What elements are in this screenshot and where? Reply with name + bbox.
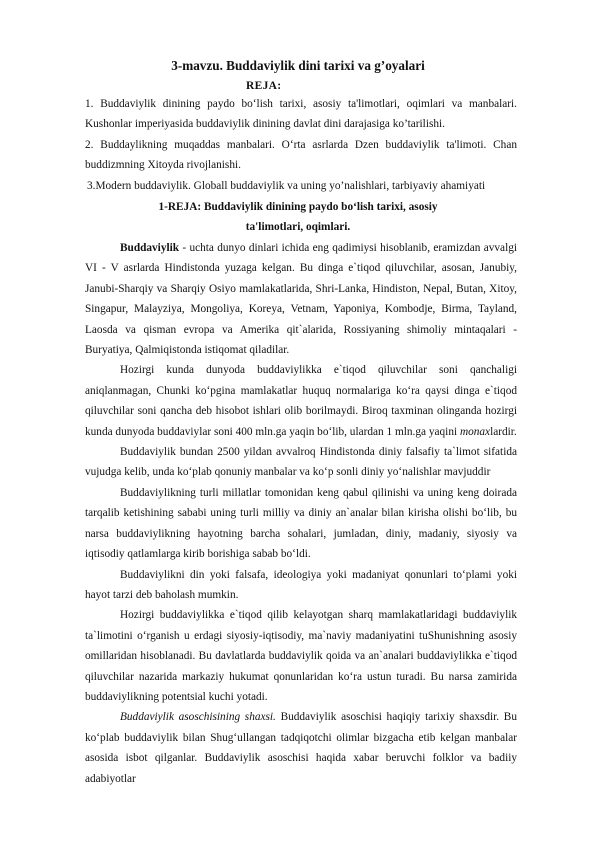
paragraph-2-text: Hozirgi kunda dunyoda buddaviylikka e`tiqod qiluvchilar soni qanchaligi aniqlanmagan, Chunki ko‘pgina mamlakatlar huquq normalariga ko‘ra qaysi dinga e`tiqod qiluvchilar soni qancha deb hisobot ishlari olib borilmaydi. Biroq taxminan olinganda hozirgi kunda dunyoda buddaviylar soni 400 mln.ga yaqin bo‘lib, ulardan 1 mln.ga yaqini bbox=[85, 364, 517, 438]
paragraph-3 bbox=[85, 442, 517, 483]
paragraph-4-text: Buddaviylikning turli millatlar tomonidan keng qabul qilinishi va uning keng doirada tarqalib ketishining sababi uning turli milliy va diniy an`analar bilan kirisha olishi bo‘lib, bu narsa buddaviylikning hayotning barcha sohalari, jumladan, diniy, madaniy, siyosiy va iqtisodiy qatlamlarga kirib borishiga sabab bo‘ldi. bbox=[85, 486, 517, 561]
paragraph-6-text: Hozirgi buddaviylikka e`tiqod qilib kelayotgan sharq mamlakatlaridagi buddaviylik ta`limotini o‘rganish u erdagi siyosiy-iqtisodiy, ma`naviy madaniyatini tuShunishning asosiy omillaridan hisoblanadi. Bu davlatlarda buddaviylik qoida va an`analari buddaviylikka e`tiqod qiluvchilar nazarida markaziy hukumat qonunlaridan ko‘ra ustun turadi. Bu narsa zamirida buddaviylikning potentsial kuchi yotadi. bbox=[85, 609, 517, 703]
paragraph-3-text: Buddaviylik bundan 2500 yildan avvalroq Hindistonda diniy falsafiy ta`limot sifatida vujudga kelib, unda ko‘plab qonuniy manbalar va ko‘p sonli diniy yo‘nalishlar mavjuddir bbox=[85, 446, 517, 479]
body-text bbox=[85, 238, 517, 789]
paragraph-7-text: Buddaviylik asoschisi haqiqiy tarixiy shaxsdir. Bu ko‘plab buddaviylik bilan Shug‘ullangan tadqiqotchi olimlar bizgacha etib kelgan manbalar asosida isbot qilganlar. Buddaviylik asoschisi haqida xabar beruvchi folklor va badiiy adabiyotlar bbox=[85, 711, 517, 785]
paragraph-5-text: Buddaviylikni din yoki falsafa, ideologiya yoki madaniyat qonunlari to‘plami yoki hayot tarzi deb baholash mumkin. bbox=[85, 568, 517, 601]
section-title bbox=[0, 197, 596, 238]
paragraph-4 bbox=[85, 483, 517, 565]
subheading-founder: Buddaviylik asoschisining shaxsi. bbox=[120, 711, 276, 724]
term-buddaviylik: Buddaviylik bbox=[120, 242, 180, 254]
plan-item-1: 1. Buddaviylik dinining paydo bo‘lish tarixi, asosiy ta'limotlari, oqimlari va manbalari. Kushonlar imperiyasida buddaviylik dinining davlat dini darajasiga ko’tarilishi. bbox=[85, 98, 517, 131]
paragraph-7 bbox=[85, 707, 517, 789]
paragraph-1 bbox=[85, 238, 517, 360]
section-title-line-2: ta'limotlari, oqimlari. bbox=[245, 221, 351, 234]
term-monax: monax bbox=[459, 425, 491, 438]
paragraph-5 bbox=[85, 565, 517, 606]
paragraph-2 bbox=[85, 360, 517, 442]
plan-heading: REJA: bbox=[246, 80, 282, 92]
document-title: 3-mavzu. Buddaviylik dini tarixi va g’oyalari bbox=[171, 58, 425, 73]
paragraph-6 bbox=[85, 605, 517, 707]
paragraph-2-tail: lardir. bbox=[490, 425, 517, 438]
paragraph-1-text: - uchta dunyo dinlari ichida eng qadimiysi hisoblanib, eramizdan avvalgi VI - V asrlarda Hindistonda yuzaga kelgan. Bu dinga e`tiqod qiluvchilar, asosan, Janubiy, Janubi-Sharqiy va Sharqiy Osiyo mamlakatlarida, Shri-Lanka, Hindiston, Nepal, Butan, Xitoy, Singapur, Malayziya, Mongoliya, Koreya, Vetnam, Yaponiya, Kombodje, Birma, Tayland, Laosda va qisman evropa va Amerika qit`alarida, Rossiyaning shimoliy mintaqalari - Buryatiya, Qalmiqistonda istiqomat qiladilar. bbox=[85, 242, 517, 357]
plan-item-2: 2. Buddaylikning muqaddas manbalari. O‘rta asrlarda Dzen buddaviylik ta'limoti. Chan buddizmning Xitoyda rivojlanishi. bbox=[85, 139, 517, 172]
plan-item-3: 3.Modern buddaviylik. Globall buddaviylik va uning yo’nalishlari, tarbiyaviy ahamiyati bbox=[87, 180, 486, 192]
section-title-line-1: 1-REJA: Buddaviylik dinining paydo bo‘lish tarixi, asosiy bbox=[158, 201, 438, 213]
